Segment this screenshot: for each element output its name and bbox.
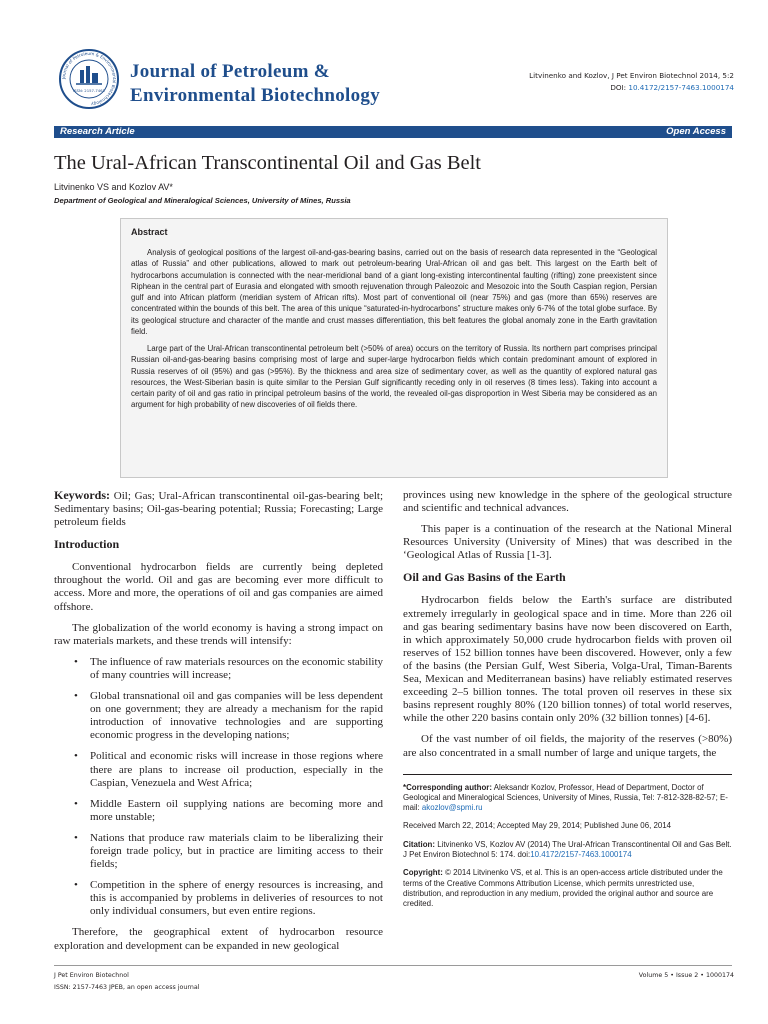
list-item-text: Middle Eastern oil supplying nations are becoming more and more unstable; <box>90 797 383 823</box>
header-citation-text: Litvinenko and Kozlov, J Pet Environ Biotechnol 2014, 5:2 <box>529 71 734 80</box>
keywords-label: Keywords: <box>54 488 110 502</box>
journal-title-line1: Journal of Petroleum & <box>130 61 330 82</box>
bullet-icon: • <box>74 879 78 892</box>
abstract-paragraph-1: Analysis of geological positions of the largest oil-and-gas-bearing basins, carried out on the basis of research data represented in the “Geological atlas of Russia” and other publications, allowed to mark out petroleum-bearing Ural-African oil and gas belt. This largest on the Earth belt of hydrocarbons accumulation is connected with the near-meridional band of a giant long-existing intercontinental faulting (rifting) zone preexistent since Riphean in the central part of Eurasia and elongated with smooth rejuvenation through Paleozoic and Mesozoic into the South Caspian region, Persian gulf and into African platform (meridian system of African rifts). Most part of conventional oil (near 75%) and gas (more than 65%) reserves are concentrated within the bounds of this belt. The area of this unique “saturated-in-hydrocarbons” structure makes only 6-7% of the total globe surface. By its geological structure and character of the mantle and crust masses differentiation, this belt features the global anomaly zone in the Earth gravitation field. <box>131 248 657 336</box>
list-item-text: The influence of raw materials resources on the economic stability of many countries will increase; <box>90 655 383 681</box>
list-item-text: Competition in the sphere of energy resources is increasing, and this is accompanied by problems in deliveries of resources to not only individual consumers, but even entire regions. <box>90 879 383 918</box>
basins-heading: Oil and Gas Basins of the Earth <box>403 570 566 585</box>
basins-paragraph-2: Of the vast number of oil fields, the majority of the reserves (>80%) are also concentrated in a small number of large and unique targets, the <box>403 733 732 759</box>
abstract-box <box>120 218 668 478</box>
abstract-paragraph-2: Large part of the Ural-African transcontinental petroleum belt (>50% of area) occurs on the territory of Russia. Its northern part comprises principal Russian oil-and-gas-bearing basins comprising most of large and super-large hydrocarbon fields which contain predominant amount of explored in Russia reserves of oil (95%) and gas (>95%). By the thickness and area size of sedimentary cover, as well as the quantity of explored natural gas resources, the West-Siberian basin is quite similar to the Persian Gulf significantly receding only in oil reserves (8 times less). Taking into account a certain parity of oil and gas ratio in principal petroleum basins of the world, the revealed oil-gas disproportion in West Siberia may be considered as an argument for high probability of new discoveries of oil fields there. <box>131 344 657 410</box>
right-paragraph-1: provinces using new knowledge in the sphere of the geological structure and scientific and technical advances. <box>403 489 732 515</box>
list-item-text: Political and economic risks will increase in those regions where there are plans to increase oil production, especially in the Caspian, Venezuela and West Africa; <box>90 750 383 789</box>
list-item <box>54 879 383 918</box>
trends-list <box>54 656 383 919</box>
bullet-icon: • <box>74 690 78 703</box>
doi-label: DOI: <box>610 83 627 92</box>
list-item <box>54 656 383 682</box>
left-column <box>54 489 383 961</box>
journal-logo <box>58 48 120 110</box>
list-item <box>54 832 383 871</box>
open-access-label: Open Access <box>666 126 726 137</box>
received-dates: Received March 22, 2014; Accepted May 29, 2014; Published June 06, 2014 <box>403 821 672 831</box>
article-type-bar <box>54 126 732 138</box>
list-item <box>54 798 383 824</box>
copyright-label: Copyright: <box>403 868 443 878</box>
citation-footnote <box>403 840 732 861</box>
list-item <box>54 690 383 742</box>
corresponding-author <box>403 783 732 814</box>
intro-paragraph-2: The globalization of the world economy is having a strong impact on raw materials markets, and these trends will intensify: <box>54 621 383 647</box>
journal-title <box>130 60 380 108</box>
right-paragraph-2: This paper is a continuation of the research at the National Mineral Resources University (University of Mines) that was described in the ‘Geological Atlas of Russia [1-3]. <box>403 523 732 562</box>
header-citation <box>529 70 734 94</box>
bullet-icon: • <box>74 797 78 810</box>
list-item <box>54 750 383 789</box>
bullet-icon: • <box>74 750 78 763</box>
introduction-heading: Introduction <box>54 537 120 552</box>
footnote-divider <box>403 774 732 775</box>
copyright-footnote <box>403 868 732 909</box>
authors: Litvinenko VS and Kozlov AV* <box>54 182 173 192</box>
citation-label: Citation: <box>403 839 435 849</box>
affiliation: Department of Geological and Mineralogical Sciences, University of Mines, Russia <box>54 196 351 205</box>
intro-paragraph-1: Conventional hydrocarbon fields are currently being depleted throughout the world. Oil and gas are becoming ever more difficult to access. More and more, the operations of oil and gas companies are aimed offshore. <box>54 561 383 613</box>
citation-doi-link[interactable]: 10.4172/2157-7463.1000174 <box>530 850 632 860</box>
doi-link[interactable]: 10.4172/2157-7463.1000174 <box>628 83 734 92</box>
corresponding-text: Aleksandr Kozlov, Professor, Head of Department, Doctor of Geological and Mineralogical Sciences, University of Mines, Russia, Tel: 7-812-328-82-57; E-mail: <box>403 782 728 813</box>
abstract-heading: Abstract <box>131 227 168 237</box>
logo-ring-text: Journal of Petroleum & Environmental Biotechnology <box>60 50 118 107</box>
email-link[interactable]: akozlov@spmi.ru <box>421 803 483 813</box>
footer-volume: Volume 5 • Issue 2 • 1000174 <box>638 972 734 979</box>
logo-issn: ISSN: 2157-7463 <box>73 88 105 93</box>
copyright-text: © 2014 Litvinenko VS, et al. This is an open-access article distributed under the terms of the Creative Commons Attribution License, which permits unrestricted use, distribution, and reproduction in any medium, provided the original author and source are credited. <box>403 868 723 909</box>
keywords <box>54 489 383 529</box>
footer-divider <box>54 965 732 966</box>
citation-text: Litvinenko VS, Kozlov AV (2014) The Ural-African Transcontinental Oil and Gas Belt. J Pet Environ Biotechnol 5: 174. doi: <box>403 839 732 860</box>
keywords-text: Oil; Gas; Ural-African transcontinental oil-gas-bearing belt; Sedimentary basins; Oil-gas-bearing potential; Russia; Forecasting; Large petroleum fields <box>54 490 384 529</box>
right-column <box>403 489 732 918</box>
research-article-label: Research Article <box>60 126 135 137</box>
corresponding-label: *Corresponding author: <box>403 782 492 792</box>
footer-left <box>54 970 199 994</box>
bullet-icon: • <box>74 831 78 844</box>
basins-paragraph-1: Hydrocarbon fields below the Earth's surface are distributed extremely irregularly in geological space and in time. More than 226 oil and gas bearing sedimentary basins have now been discovered on Earth, in which approximately 50,000 crude hydrocarbon fields with proven oil reserves of 152 billion tonnes have been discovered. However, only a few of the basins (the Persian Gulf, West Siberia, Volga-Ural, Timan-Barents Sea, Mexican and Mediterranean basins) have reliably estimated reserves exceeding 2–5 billion tonnes. The total proven oil reserves in these six basins represent roughly 80% (120 billion tonnes) of total world reserves, while the other 220 basins contain only 20% (32 billion tonnes) [4-6]. <box>403 594 732 725</box>
article-title: The Ural-African Transcontinental Oil and Gas Belt <box>54 152 481 174</box>
intro-paragraph-3: Therefore, the geographical extent of hydrocarbon resource exploration and development can be expanded in new geological <box>54 926 383 952</box>
list-item-text: Global transnational oil and gas companies will be less dependent on one government; they are already a mechanism for the rapid introduction of innovative technologies and are supporting economic progress in the developing nations; <box>90 690 383 742</box>
journal-title-line2: Environmental Biotechnology <box>130 85 381 106</box>
bullet-icon: • <box>74 655 78 668</box>
footer-journal: J Pet Environ Biotechnol <box>54 972 129 979</box>
list-item-text: Nations that produce raw materials claim to be liberalizing their foreign trade policy, but in practice are limiting access to their fields; <box>90 831 383 871</box>
footer-issn: ISSN: 2157-7463 JPEB, an open access journal <box>54 984 200 991</box>
header-doi <box>529 82 734 94</box>
